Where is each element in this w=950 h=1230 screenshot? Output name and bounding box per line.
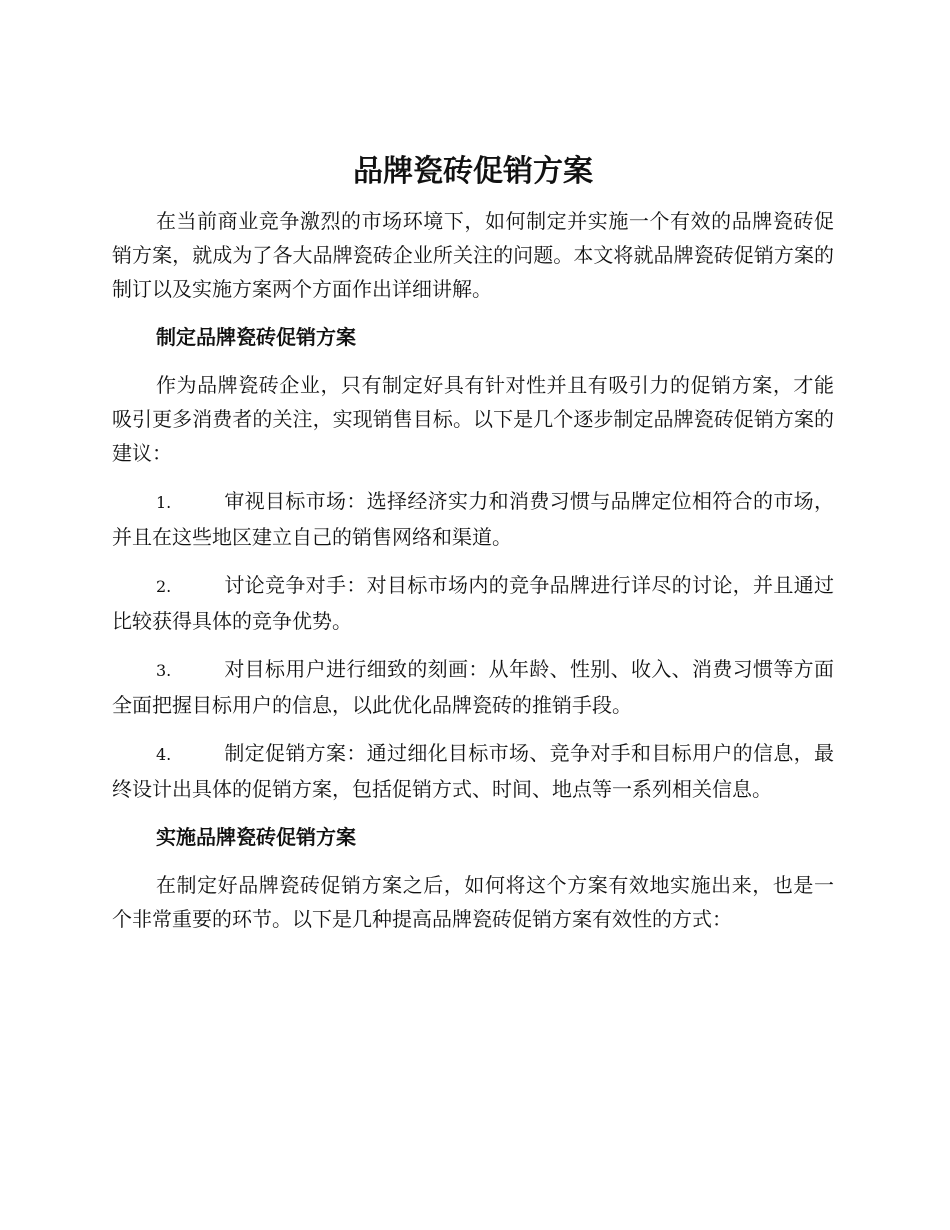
list-item: [112, 652, 834, 722]
list-text: 审视目标市场：选择经济实力和消费习惯与品牌定位相符合的市场，并且在这些地区建立自己的销售网络和渠道。: [112, 489, 834, 549]
list-item: [112, 736, 834, 806]
section-heading-implement: 实施品牌瓷砖促销方案: [156, 825, 356, 849]
section-heading-plan: 制定品牌瓷砖促销方案: [156, 325, 356, 349]
document-title: 品牌瓷砖促销方案: [353, 154, 593, 189]
list-item: [112, 568, 834, 638]
section-paragraph-implement: 在制定好品牌瓷砖促销方案之后，如何将这个方案有效地实施出来，也是一个非常重要的环节。以下是几种提高品牌瓷砖促销方案有效性的方式：: [112, 873, 834, 931]
list-text: 对目标用户进行细致的刻画：从年龄、性别、收入、消费习惯等方面全面把握目标用户的信息，以此优化品牌瓷砖的推销手段。: [112, 657, 834, 717]
list-number: 1.: [156, 493, 172, 512]
list-text: 制定促销方案：通过细化目标市场、竞争对手和目标用户的信息，最终设计出具体的促销方案，包括促销方式、时间、地点等一系列相关信息。: [112, 741, 834, 801]
list-number: 4.: [156, 745, 172, 764]
list-number: 2.: [156, 577, 172, 596]
intro-paragraph: 在当前商业竞争激烈的市场环境下，如何制定并实施一个有效的品牌瓷砖促销方案，就成为了各大品牌瓷砖企业所关注的问题。本文将就品牌瓷砖促销方案的制订以及实施方案两个方面作出详细讲解。: [112, 209, 834, 301]
section-paragraph-plan: 作为品牌瓷砖企业，只有制定好具有针对性并且有吸引力的促销方案，才能吸引更多消费者的关注，实现销售目标。以下是几个逐步制定品牌瓷砖促销方案的建议：: [112, 373, 834, 465]
document-page: [112, 150, 834, 950]
list-text: 讨论竞争对手：对目标市场内的竞争品牌进行详尽的讨论，并且通过比较获得具体的竞争优势。: [112, 573, 834, 633]
list-item: [112, 484, 834, 554]
list-number: 3.: [156, 661, 172, 680]
